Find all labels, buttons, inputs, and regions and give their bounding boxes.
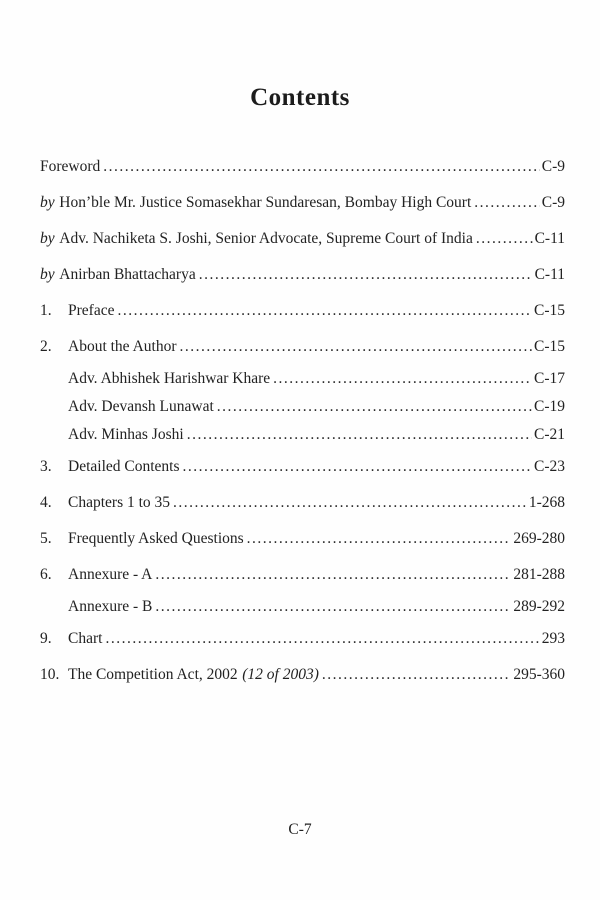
toc-entry-label: Foreword bbox=[40, 158, 101, 175]
toc-entry-title bbox=[68, 557, 152, 593]
toc-entry-label: Anirban Bhattacharya bbox=[59, 266, 196, 283]
toc-page-number: 295-360 bbox=[513, 666, 565, 683]
toc-row bbox=[40, 257, 565, 293]
toc-entry-number: 3. bbox=[40, 458, 52, 475]
toc-entry-title bbox=[68, 421, 184, 449]
toc-entry-number: 10. bbox=[40, 666, 60, 683]
toc-row bbox=[40, 149, 565, 185]
toc-entry-title bbox=[68, 329, 177, 365]
dot-leader bbox=[273, 365, 532, 393]
toc-entry-title bbox=[68, 449, 180, 485]
table-of-contents bbox=[40, 149, 565, 693]
toc-entry-title bbox=[68, 657, 319, 693]
page-title: Contents bbox=[250, 84, 350, 111]
toc-entry-label: About the Author bbox=[68, 338, 177, 355]
toc-row bbox=[40, 593, 565, 621]
toc-entry-label: Adv. Abhishek Harishwar Khare bbox=[68, 370, 271, 387]
toc-row bbox=[40, 221, 565, 257]
dot-leader bbox=[187, 421, 532, 449]
toc-page-number: C-19 bbox=[534, 398, 565, 415]
toc-entry-title bbox=[40, 257, 196, 293]
toc-page-number: 269-280 bbox=[513, 530, 565, 547]
toc-page-number: C-15 bbox=[534, 338, 565, 355]
toc-row bbox=[40, 185, 565, 221]
toc-row bbox=[40, 485, 565, 521]
dot-leader bbox=[117, 293, 532, 329]
dot-leader bbox=[474, 185, 539, 221]
toc-byline-prefix: by bbox=[40, 230, 55, 247]
dot-leader bbox=[217, 393, 532, 421]
toc-page-number: C-11 bbox=[534, 266, 565, 283]
toc-row bbox=[40, 393, 565, 421]
toc-entry-label: Chart bbox=[68, 630, 103, 647]
dot-leader bbox=[199, 257, 533, 293]
toc-page-number: C-15 bbox=[534, 302, 565, 319]
toc-row bbox=[40, 293, 565, 329]
dot-leader bbox=[155, 593, 511, 621]
toc-entry-label: Frequently Asked Questions bbox=[68, 530, 244, 547]
toc-entry-label: Adv. Devansh Lunawat bbox=[68, 398, 214, 415]
dot-leader bbox=[247, 521, 512, 557]
toc-entry-title bbox=[68, 393, 214, 421]
toc-page-number: C-9 bbox=[541, 158, 565, 175]
toc-entry-title bbox=[68, 593, 152, 621]
toc-page-number: 1-268 bbox=[528, 494, 565, 511]
toc-entry-title bbox=[68, 365, 270, 393]
toc-page-number: C-21 bbox=[534, 426, 565, 443]
dot-leader bbox=[155, 557, 511, 593]
toc-row bbox=[40, 421, 565, 449]
toc-entry-number: 9. bbox=[40, 630, 52, 647]
toc-byline-prefix: by bbox=[40, 194, 55, 211]
toc-entry-number: 1. bbox=[40, 302, 52, 319]
toc-row bbox=[40, 557, 565, 593]
toc-entry-title bbox=[68, 485, 170, 521]
toc-entry-label: Adv. Nachiketa S. Joshi, Senior Advocate, Supreme Court of India bbox=[59, 230, 473, 247]
toc-entry-label: Detailed Contents bbox=[68, 458, 180, 475]
toc-entry-title bbox=[68, 293, 114, 329]
toc-page-number: C-9 bbox=[541, 194, 565, 211]
toc-row bbox=[40, 657, 565, 693]
toc-page-number: 289-292 bbox=[513, 598, 565, 615]
toc-entry-title bbox=[40, 221, 473, 257]
footer-page-number: C-7 bbox=[288, 821, 312, 838]
toc-entry-number: 4. bbox=[40, 494, 52, 511]
toc-entry-number: 5. bbox=[40, 530, 52, 547]
toc-entry-title bbox=[68, 621, 102, 657]
toc-row bbox=[40, 449, 565, 485]
toc-entry-label-italic: (12 of 2003) bbox=[242, 666, 319, 683]
toc-entry-label: The Competition Act, 2002 bbox=[68, 666, 238, 683]
toc-entry-number: 2. bbox=[40, 338, 52, 355]
toc-entry-label: Hon’ble Mr. Justice Somasekhar Sundaresan, Bombay High Court bbox=[59, 194, 472, 211]
toc-page-number: C-11 bbox=[534, 230, 565, 247]
dot-leader bbox=[322, 657, 511, 693]
dot-leader bbox=[105, 621, 539, 657]
toc-entry-label: Adv. Minhas Joshi bbox=[68, 426, 184, 443]
toc-page-number: C-17 bbox=[534, 370, 565, 387]
toc-entry-title bbox=[40, 149, 100, 185]
dot-leader bbox=[103, 149, 539, 185]
dot-leader bbox=[180, 329, 533, 365]
toc-entry-label: Chapters 1 to 35 bbox=[68, 494, 171, 511]
toc-row bbox=[40, 521, 565, 557]
dot-leader bbox=[476, 221, 533, 257]
toc-entry-title bbox=[40, 185, 471, 221]
toc-entry-label: Preface bbox=[68, 302, 115, 319]
toc-byline-prefix: by bbox=[40, 266, 55, 283]
toc-entry-title bbox=[68, 521, 244, 557]
toc-page-number: 281-288 bbox=[513, 566, 565, 583]
toc-entry-label: Annexure - B bbox=[68, 598, 153, 615]
dot-leader bbox=[173, 485, 527, 521]
toc-entry-number: 6. bbox=[40, 566, 52, 583]
toc-row bbox=[40, 329, 565, 365]
toc-row bbox=[40, 621, 565, 657]
toc-row bbox=[40, 365, 565, 393]
toc-entry-label: Annexure - A bbox=[68, 566, 153, 583]
toc-page-number: C-23 bbox=[534, 458, 565, 475]
toc-page-number: 293 bbox=[541, 630, 565, 647]
dot-leader bbox=[183, 449, 533, 485]
